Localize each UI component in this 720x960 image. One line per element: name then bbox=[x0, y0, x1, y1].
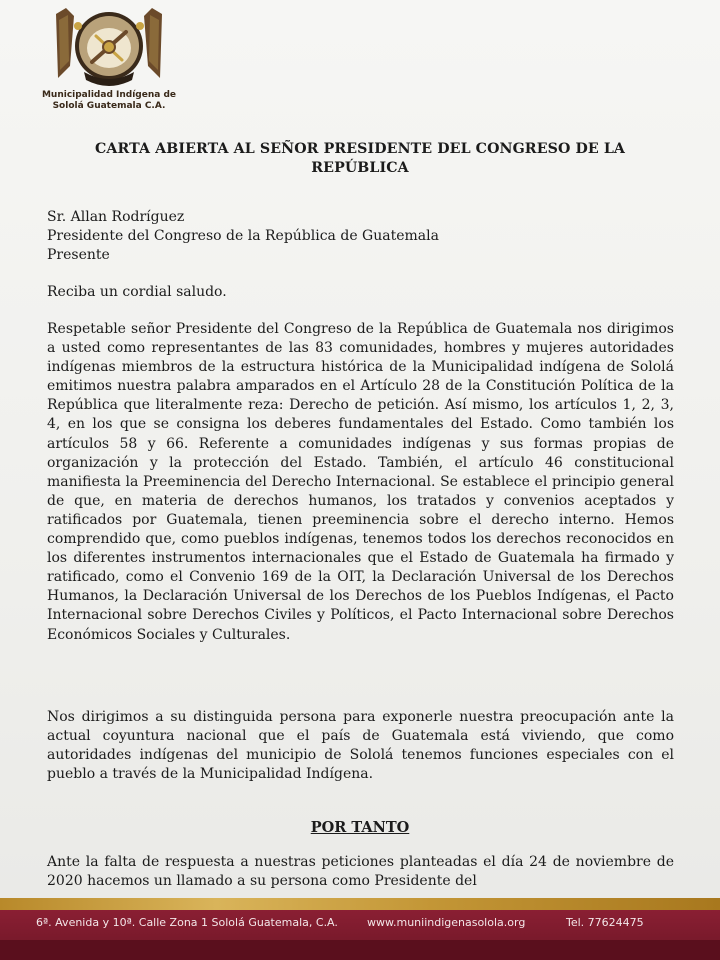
body-paragraph-1: Respetable señor Presidente del Congreso de la República de Guatemala nos dirigimos a usted como representantes de las 83 comunidades, hombres y mujeres autoridades indígenas miembros de la estructura histórica de la Municipalidad indígena de Sololá emitimos nuestra palabra amparados en el Artículo 28 de la Constitución Política de la República que literalmente reza: Derecho de petición. Así mismo, los artículos 1, 2, 3, 4, en los que se consigna los deberes fundamentales del Estado. Como también los artículos 58 y 66. Referente a comunidades indígenas y sus formas propias de organización y la protección del Estado. También, el artículo 46 constitucional manifiesta la Preeminencia del Derecho Internacional. Se establece el principio general de que, en materia de derechos humanos, los tratados y convenios aceptados y ratificados por Guatemala, tienen preeminencia sobre el derecho interno. Hemos comprendido que, como pueblos indígenas, tenemos todos los derechos reconocidos en los diferentes instrumentos internacionales que el Estado de Guatemala ha firmado y ratificado, como el Convenio 169 de la OIT, la Declaración Universal de los Derechos Humanos, la Declaración Universal de los Derechos de los Pueblos Indígenas, el Pacto Internacional sobre Derechos Civiles y Políticos, el Pacto Internacional sobre Derechos Económicos Sociales y Culturales. bbox=[47, 321, 674, 643]
por-tanto-heading: POR TANTO bbox=[310, 819, 410, 836]
recipient-block bbox=[47, 208, 439, 265]
letterhead-footer bbox=[0, 910, 720, 960]
letterhead-logo bbox=[40, 6, 178, 112]
body-paragraph-3: Ante la falta de respuesta a nuestras peticiones planteadas el día 24 de noviembre de 2020 hacemos un llamado a su persona como Presidente del bbox=[47, 854, 674, 890]
footer-gold-stripe bbox=[0, 898, 720, 910]
recipient-presente: Presente bbox=[47, 247, 110, 263]
letter-title bbox=[60, 140, 660, 178]
recipient-name: Sr. Allan Rodríguez bbox=[47, 209, 185, 225]
municipality-seal-icon bbox=[48, 6, 170, 92]
recipient-role: Presidente del Congreso de la República de Guatemala bbox=[47, 228, 439, 244]
caption-line-1: Municipalidad Indígena de bbox=[41, 90, 177, 100]
footer-bottom-strip bbox=[0, 940, 720, 960]
greeting: Reciba un cordial saludo. bbox=[47, 284, 227, 300]
title-line-2: REPÚBLICA bbox=[311, 160, 409, 176]
title-line-1: CARTA ABIERTA AL SEÑOR PRESIDENTE DEL CONGRESO DE LA bbox=[94, 141, 626, 157]
footer-website-link[interactable]: www.muniindigenasolola.org bbox=[367, 916, 526, 929]
footer-phone: Tel. 77624475 bbox=[566, 916, 644, 929]
municipality-caption bbox=[40, 90, 178, 112]
caption-line-2: Sololá Guatemala C.A. bbox=[52, 101, 166, 111]
body-paragraph-2: Nos dirigimos a su distinguida persona para exponerle nuestra preocupación ante la actual coyuntura nacional que el país de Guatemala está viviendo, que como autoridades indígenas del municipio de Sololá tenemos funciones especiales con el pueblo a través de la Municipalidad Indígena. bbox=[47, 709, 674, 783]
footer-address: 6ª. Avenida y 10ª. Calle Zona 1 Sololá Guatemala, C.A. bbox=[36, 916, 338, 929]
